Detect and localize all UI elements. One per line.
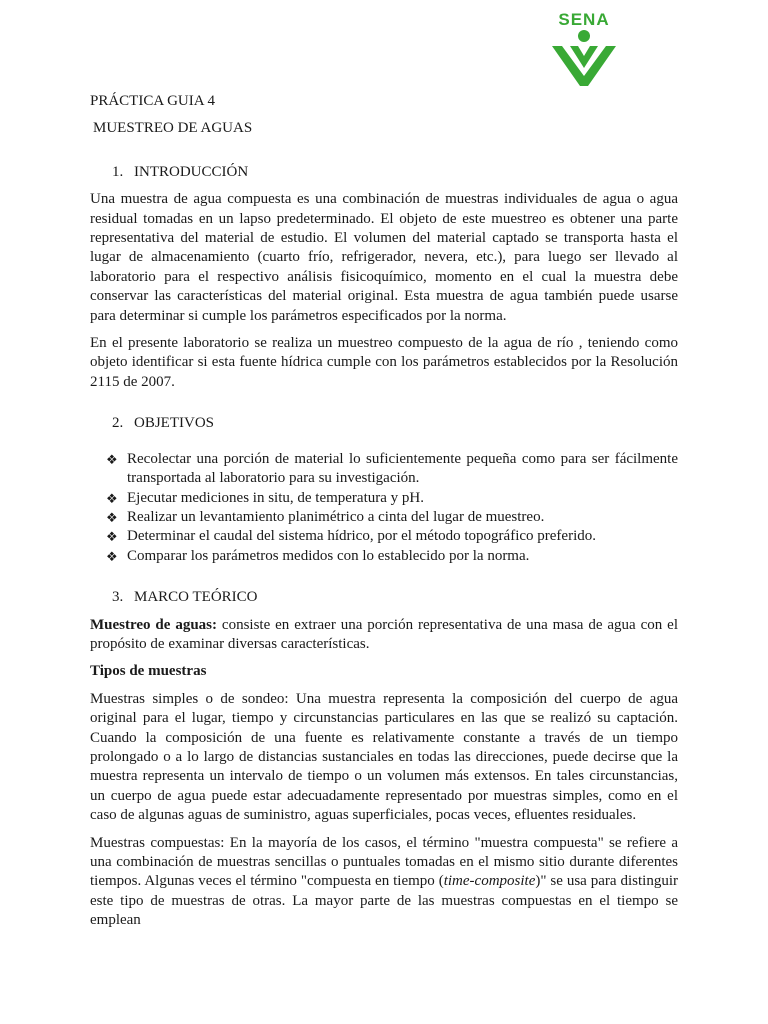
document-subtitle: MUESTREO DE AGUAS: [93, 120, 253, 137]
objective-text: Determinar el caudal del sistema hídrico, por el método topográfico preferido.: [127, 528, 596, 545]
italic-term: time-composite: [443, 873, 536, 890]
document-body: [90, 92, 678, 931]
objective-item: [90, 489, 678, 508]
section-title: INTRODUCCIÓN: [134, 163, 249, 180]
section-heading-marco-teorico: [90, 588, 678, 607]
definition-text: consiste en extraer una porción representativa de una masa de agua con el propósito de examinar diversas características.: [90, 616, 678, 652]
objective-item: [90, 527, 678, 546]
sena-logo: [540, 10, 630, 90]
intro-paragraph-1: Una muestra de agua compuesta es una combinación de muestras individuales de agua o agua residual tomadas en un lapso predeterminado. El objeto de este muestreo es obtener una parte representativa del material de estudio. El volumen del material captado se transporta hasta el lugar de almacenamiento (cuarto frío, refrigerador, nevera, etc.), para luego ser llevado al laboratorio para el respectivo análisis fisicoquímico, momento en el cual la muestra debe conservar las características del material original. Esta muestra de agua también puede usarse para determinar si cumple los parámetros especificados por la norma.: [90, 191, 678, 324]
section-heading-objetivos: [90, 414, 678, 433]
section-title: MARCO TEÓRICO: [134, 589, 258, 606]
section-number: 2.: [112, 415, 124, 432]
objective-text: Comparar los parámetros medidos con lo establecido por la norma.: [127, 547, 530, 564]
section-title: OBJETIVOS: [134, 415, 215, 432]
section-heading-introduccion: [90, 163, 678, 182]
logo-text: SENA: [558, 10, 610, 29]
diamond-bullet-icon: ❖: [106, 490, 118, 506]
composite-samples-paragraph: Muestras compuestas: En la mayoría de los casos, el término "muestra compuesta" se refiere a una combinación de muestras sencillas o puntuales tomadas en el mismo sitio durante diferentes tiempos. Algunas veces el término "compuesta en tiempo (time-composite)" se usa para distinguir este tipo de muestras de otras. La mayor parte de las muestras compuestas en el tiempo se emplean: [90, 834, 678, 929]
objective-text: Realizar un levantamiento planimétrico a cinta del lugar de muestreo.: [127, 508, 545, 525]
diamond-bullet-icon: ❖: [106, 451, 118, 467]
sena-figure-icon: [548, 24, 620, 88]
section-number: 1.: [112, 163, 124, 180]
section-number: 3.: [112, 589, 124, 606]
types-heading: Tipos de muestras: [90, 663, 207, 680]
document-title: PRÁCTICA GUIA 4: [90, 93, 216, 109]
objective-text: Ejecutar mediciones in situ, de temperatura y pH.: [127, 489, 424, 506]
objectives-list: [90, 450, 678, 566]
intro-paragraph-2: En el presente laboratorio se realiza un muestreo compuesto de la agua de río , teniendo como objeto identificar si esta fuente hídrica cumple con los parámetros establecidos por la Resolución 2115 de 2007.: [90, 335, 678, 390]
objective-item: [90, 450, 678, 489]
simple-samples-paragraph: Muestras simples o de sondeo: Una muestra representa la composición del cuerpo de agua original para el lugar, tiempo y circunstancias particulares en las que se realizó su captación. Cuando la composición de una fuente es relativamente constante a través de un tiempo prolongado o a lo largo de distancias sustanciales en todas las direcciones, puede decirse que la muestra representa un intervalo de tiempo o un volumen más extensos. En tales circunstancias, un cuerpo de agua puede estar adecuadamente representado por muestras simples, como en el caso de algunas aguas de suministro, aguas superficiales, pocas veces, efluentes residuales.: [90, 690, 678, 824]
objective-item: [90, 547, 678, 566]
objective-text: Recolectar una porción de material lo suficientemente pequeña como para ser fácilmente transportada al laboratorio para su investigación.: [127, 450, 678, 487]
diamond-bullet-icon: ❖: [106, 509, 118, 525]
diamond-bullet-icon: ❖: [106, 548, 118, 564]
definition-paragraph: [90, 616, 678, 655]
objective-item: [90, 508, 678, 527]
diamond-bullet-icon: ❖: [106, 529, 118, 545]
definition-term: Muestreo de aguas:: [90, 616, 218, 633]
